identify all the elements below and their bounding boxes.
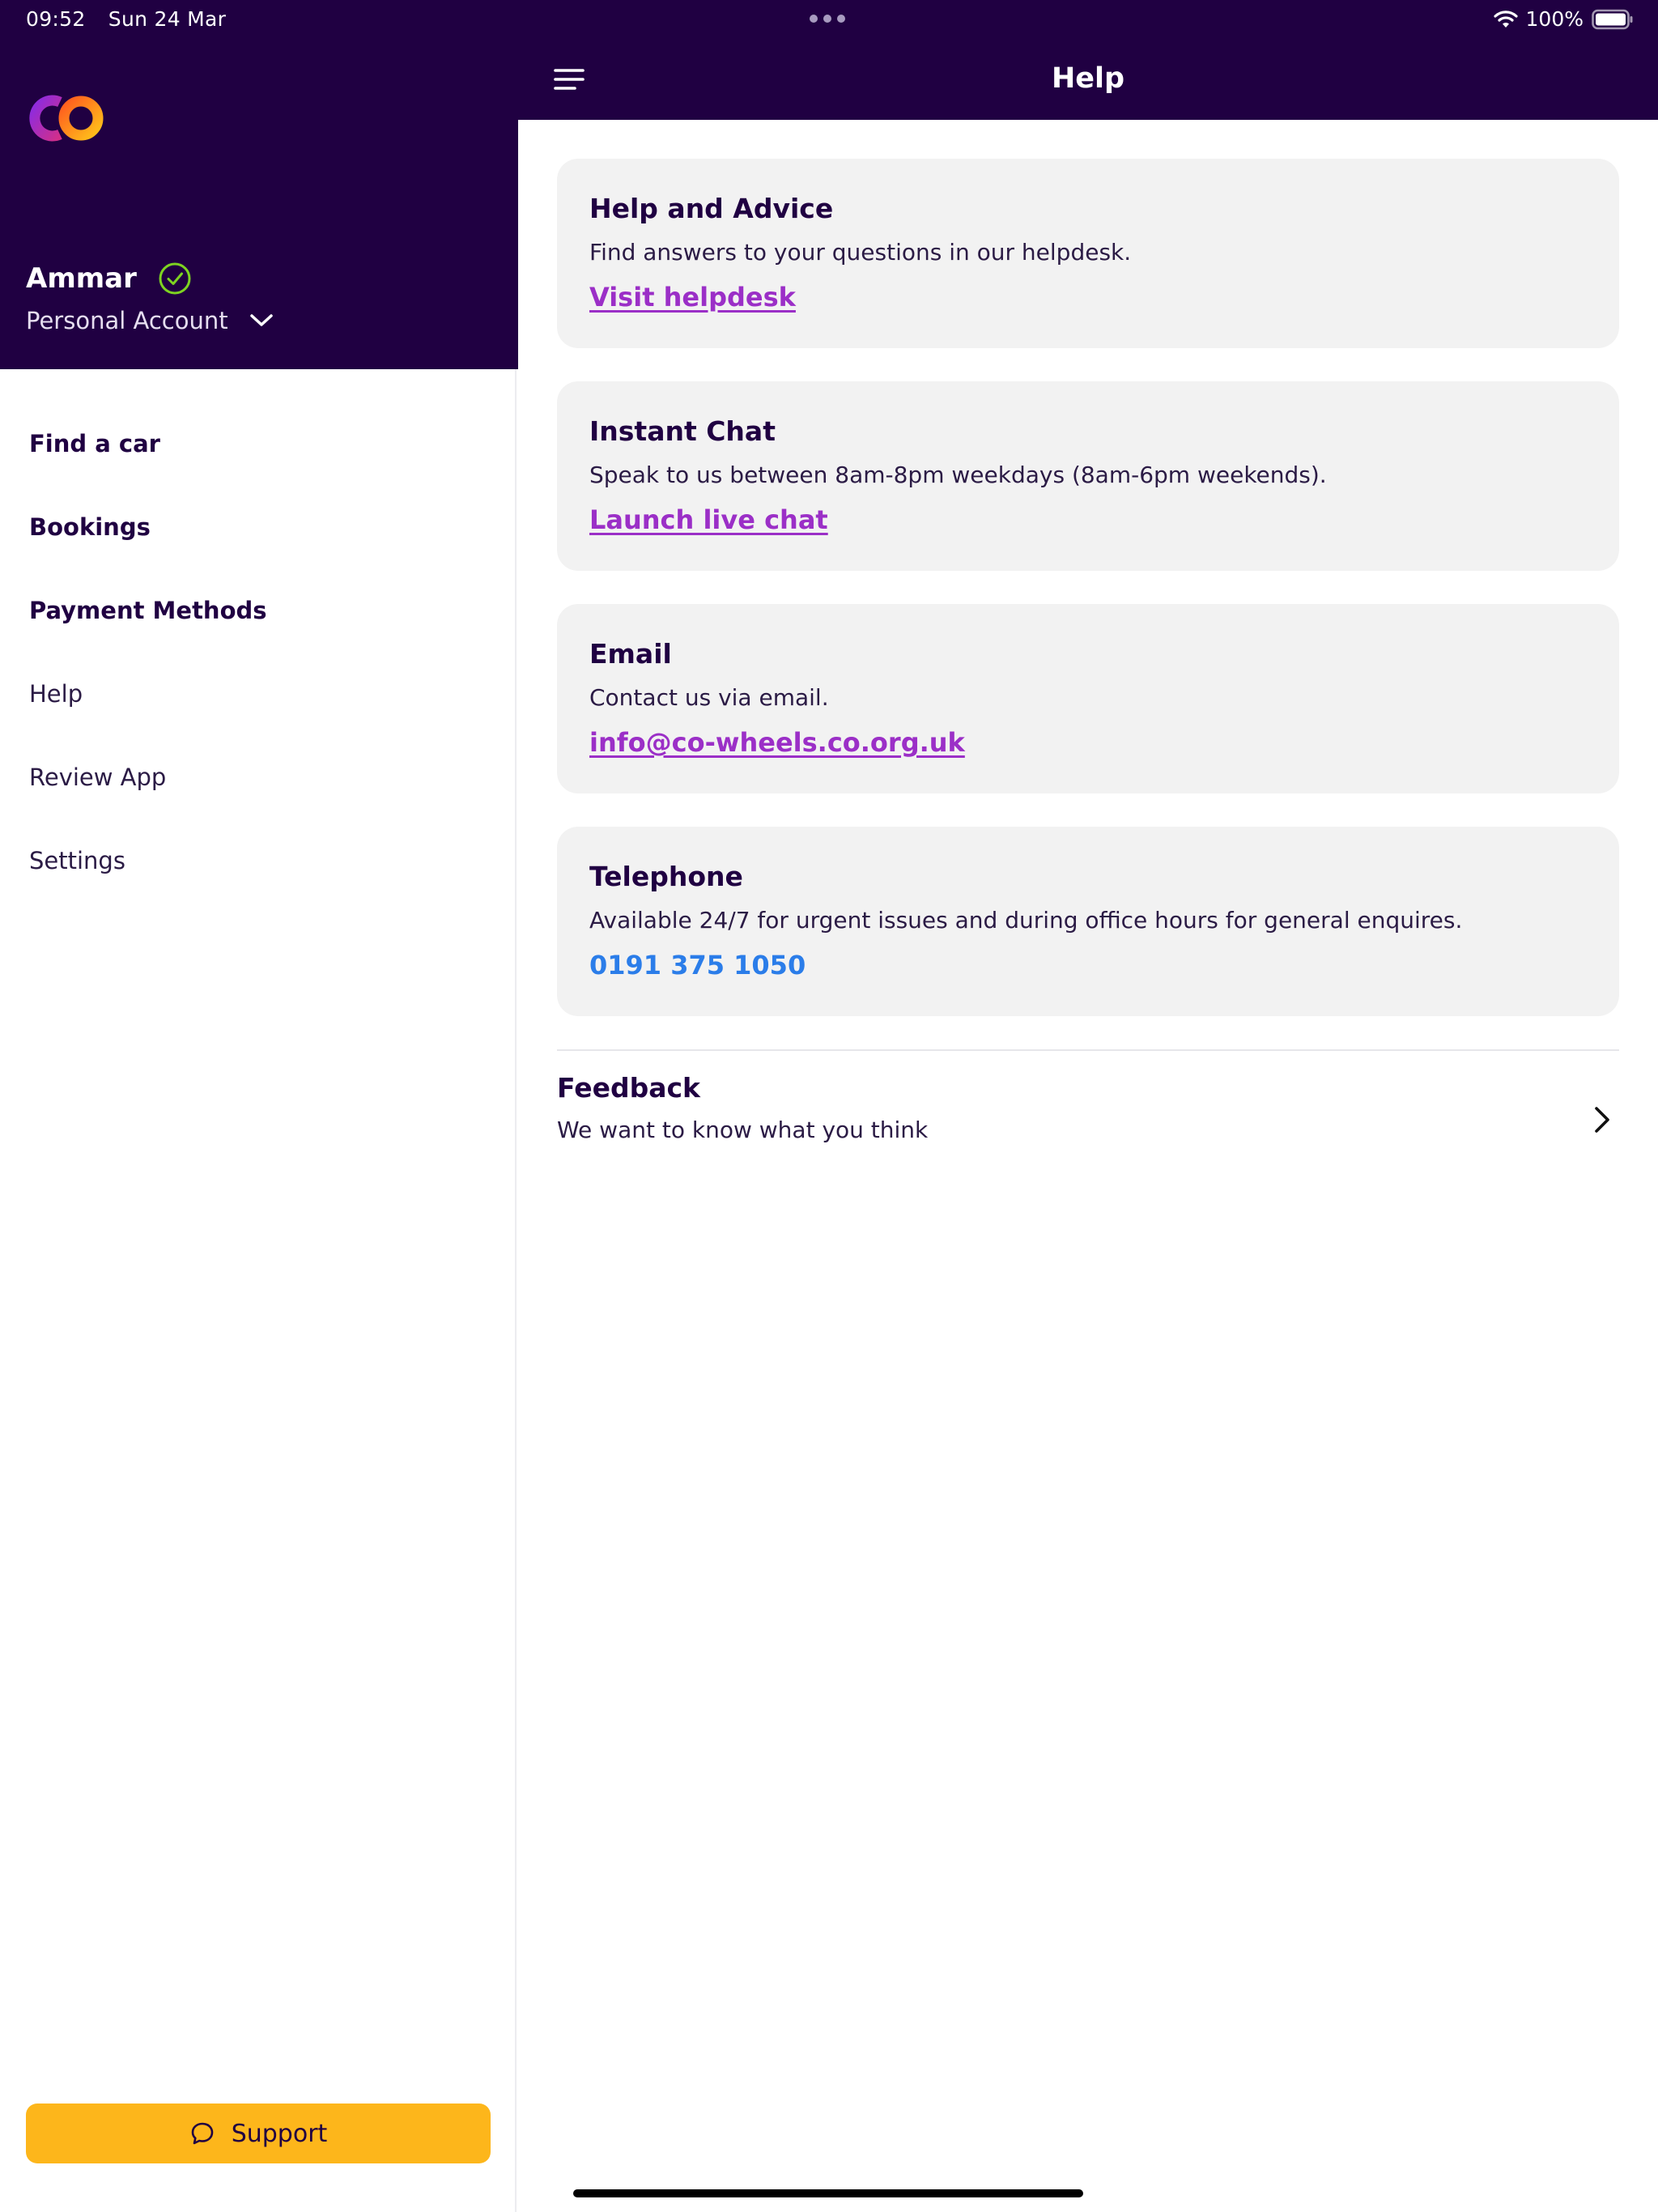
card-description: Contact us via email. <box>589 684 829 711</box>
user-name: Ammar <box>26 262 137 295</box>
feedback-title: Feedback <box>557 1072 700 1104</box>
battery-icon <box>1592 9 1634 30</box>
sidebar-item-settings[interactable]: Settings <box>29 847 125 874</box>
feedback-row[interactable] <box>557 1069 1619 1166</box>
sidebar-nav <box>29 413 499 913</box>
home-indicator[interactable] <box>573 2189 1083 2197</box>
chevron-right-icon <box>1593 1106 1611 1134</box>
card-description: Find answers to your questions in our helpdesk. <box>589 239 1132 266</box>
card-description: Speak to us between 8am-8pm weekdays (8am-6pm weekends). <box>589 462 1327 488</box>
card-title: Instant Chat <box>589 415 776 447</box>
instant-chat-card <box>557 381 1619 571</box>
sidebar-item-bookings[interactable]: Bookings <box>29 513 151 541</box>
account-switcher[interactable] <box>26 304 274 337</box>
sidebar-item-review-app[interactable]: Review App <box>29 764 167 791</box>
card-title: Help and Advice <box>589 193 834 224</box>
status-time: 09:52 <box>26 7 86 31</box>
wifi-icon <box>1494 10 1518 29</box>
user-name-row <box>26 259 192 298</box>
card-title: Telephone <box>589 861 743 892</box>
support-label: Support <box>231 2119 328 2148</box>
status-bar-left <box>26 6 242 32</box>
card-title: Email <box>589 638 672 670</box>
launch-live-chat-link[interactable]: Launch live chat <box>589 504 828 535</box>
battery-percentage: 100% <box>1525 7 1584 31</box>
chat-bubble-icon <box>189 2121 215 2146</box>
multitasking-dots[interactable] <box>810 15 845 23</box>
sidebar-header <box>0 0 518 369</box>
sidebar <box>0 0 517 2212</box>
top-bar <box>518 0 1658 120</box>
status-date: Sun 24 Mar <box>108 7 227 31</box>
divider <box>557 1049 1619 1051</box>
sidebar-item-help[interactable]: Help <box>29 680 83 708</box>
phone-number-link[interactable]: 0191 375 1050 <box>589 950 806 981</box>
status-bar-right <box>1494 6 1634 32</box>
email-card <box>557 604 1619 793</box>
visit-helpdesk-link[interactable]: Visit helpdesk <box>589 282 796 313</box>
card-description: Available 24/7 for urgent issues and during office hours for general enquires. <box>589 907 1463 934</box>
support-button[interactable] <box>26 2104 491 2163</box>
page-title: Help <box>1051 62 1125 95</box>
check-circle-icon <box>158 262 192 296</box>
feedback-description: We want to know what you think <box>557 1117 929 1143</box>
co-wheels-logo <box>24 91 108 146</box>
help-and-advice-card <box>557 159 1619 348</box>
email-link[interactable]: info@co-wheels.co.org.uk <box>589 727 965 758</box>
account-type-label: Personal Account <box>26 307 228 334</box>
sidebar-item-find-a-car[interactable]: Find a car <box>29 430 160 457</box>
chevron-down-icon <box>249 313 274 329</box>
telephone-card <box>557 827 1619 1016</box>
main-content <box>518 0 1658 2212</box>
sidebar-item-payment-methods[interactable]: Payment Methods <box>29 597 267 624</box>
